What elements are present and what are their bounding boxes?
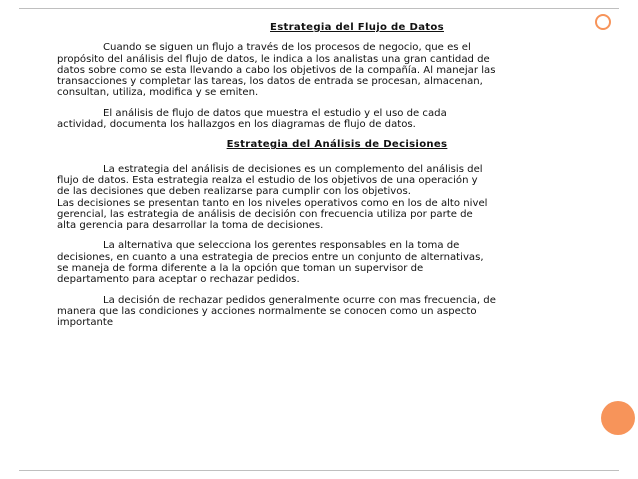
paragraph-1: Cuando se siguen un flujo a través de los procesos de negocio, que es el propósito del análisis del flujo de datos, le indica a los analistas una gran cantidad de datos sobre como se esta llevando a cabo los objetivos de la compañía. Al manejar las transacciones y completar las tareas, los datos de entrada se procesan, almacenan, consultan, utiliza, modifica y se emiten. <box>57 42 496 99</box>
paragraph-5: La decisión de rechazar pedidos generalmente ocurre con mas frecuencia, de manera que las condiciones y acciones normalmente se conocen como un aspecto importante <box>57 294 496 329</box>
paragraph-2: El análisis de flujo de datos que muestra el estudio y el uso de cada actividad, documenta los hallazgos en los diagramas de flujo de datos. <box>57 107 447 131</box>
large-orange-circle-decoration <box>601 401 635 435</box>
section-title-flujo-datos: Estrategia del Flujo de Datos <box>270 22 444 33</box>
section-title-analisis-decisiones: Estrategia del Análisis de Decisiones <box>226 139 448 151</box>
small-ring-decoration <box>596 15 610 29</box>
bottom-border-line <box>19 470 619 471</box>
paragraph-4: La alternativa que selecciona los gerentes responsables en la toma de decisiones, en cuanto a una estrategia de precios entre un conjunto de alternativas, se maneja de forma diferente a la la opción que toman un supervisor de departamento para aceptar o rechazar pedidos. <box>57 240 484 286</box>
paragraph-3: La estrategia del análisis de decisiones es un complemento del análisis del flujo de datos. Esta estrategia realza el estudio de los objetivos de una operación y de las decisiones que deben realizarse para cumplir con los objetivos. Las decisiones se presentan tanto en los niveles operativos como en los de alto nivel gerencial, las estrategia de análisis de decisión con frecuencia utiliza por parte de alta gerencia para desarrollar la toma de decisiones. <box>57 163 488 232</box>
top-border-line <box>19 8 619 9</box>
document-body <box>57 22 557 338</box>
